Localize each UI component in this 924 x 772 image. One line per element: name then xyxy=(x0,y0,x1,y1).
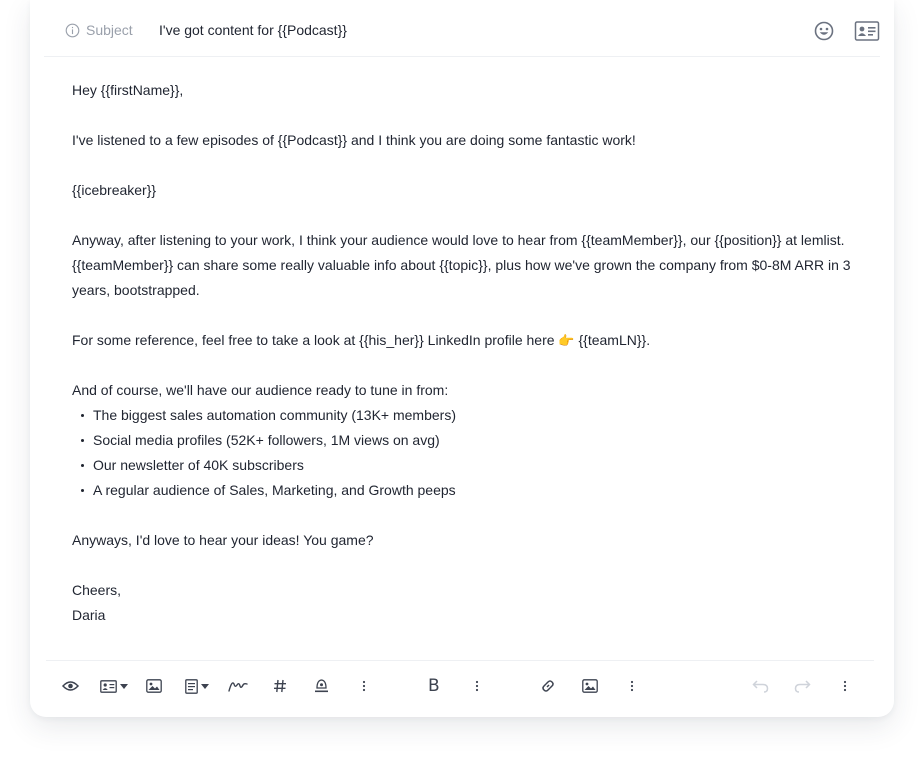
signature: Daria xyxy=(72,607,106,623)
subject-label xyxy=(65,22,133,38)
list-item: Social media profiles (52K+ followers, 1M views on avg) xyxy=(72,428,862,453)
emoji-icon[interactable] xyxy=(813,20,835,42)
insert-link-button[interactable] xyxy=(540,677,556,695)
image-icon xyxy=(146,679,162,693)
list-item: The biggest sales automation community (13K+ members) xyxy=(72,403,862,428)
more-insert-button[interactable] xyxy=(630,677,634,695)
signoff: Cheers, xyxy=(72,582,122,598)
info-icon xyxy=(65,23,80,38)
link-icon xyxy=(540,678,556,694)
more-icon xyxy=(630,680,634,692)
email-editor xyxy=(30,0,894,717)
hashtag-icon xyxy=(273,679,287,693)
more-icon xyxy=(843,680,847,692)
bullet-list xyxy=(72,403,862,503)
eye-icon xyxy=(62,680,79,692)
template-icon xyxy=(185,679,198,694)
redo-button[interactable] xyxy=(794,677,811,695)
template-button[interactable] xyxy=(185,677,209,695)
list-item: Our newsletter of 40K subscribers xyxy=(72,453,862,478)
email-body[interactable] xyxy=(72,78,862,628)
image-icon xyxy=(582,679,598,693)
icebreaker-variable: {{icebreaker}} xyxy=(72,182,157,198)
more-icon xyxy=(475,680,479,692)
subject-row xyxy=(44,0,880,57)
list-item: A regular audience of Sales, Marketing, and Growth peeps xyxy=(72,478,862,503)
insert-image-button[interactable] xyxy=(146,677,162,695)
paragraph: And of course, we'll have our audience ready to tune in from: xyxy=(72,382,449,398)
editor-toolbar xyxy=(46,660,874,711)
stamp-button[interactable] xyxy=(314,677,329,695)
chevron-down-icon xyxy=(201,684,209,689)
bold-button[interactable]: B xyxy=(428,676,440,696)
subject-label-text: Subject xyxy=(86,22,133,38)
undo-button[interactable] xyxy=(752,677,769,695)
redo-icon xyxy=(794,679,811,693)
paragraph xyxy=(72,328,862,353)
paragraph: Anyways, I'd love to hear your ideas! You game? xyxy=(72,532,374,548)
stamp-icon xyxy=(314,678,329,694)
text: For some reference, feel free to take a look at {{his_her}} LinkedIn profile here xyxy=(72,332,559,348)
hashtag-button[interactable] xyxy=(273,677,287,695)
chevron-down-icon xyxy=(120,684,128,689)
preview-button[interactable] xyxy=(62,677,79,695)
pointing-hand-emoji: 👉 xyxy=(558,333,575,348)
contact-card-icon[interactable] xyxy=(854,20,880,42)
signature-button[interactable] xyxy=(228,677,248,695)
insert-variable-button[interactable] xyxy=(100,677,128,695)
paragraph: I've listened to a few episodes of {{Podcast}} and I think you are doing some fantastic work! xyxy=(72,132,636,148)
more-formatting-button[interactable] xyxy=(475,677,479,695)
subject-input[interactable]: I've got content for {{Podcast}} xyxy=(159,22,347,38)
contact-card-icon xyxy=(100,680,117,693)
insert-image-button-2[interactable] xyxy=(582,677,598,695)
more-actions-button[interactable] xyxy=(843,677,847,695)
signature-icon xyxy=(228,679,248,693)
paragraph: Anyway, after listening to your work, I think your audience would love to hear from {{teamMember}}, our {{position}} at lemlist. {{teamMember}} can share some really valuable info about {{topic}}, plus how we've grown the company from $0-8M ARR in 3 years, bootstrapped. xyxy=(72,232,851,298)
undo-icon xyxy=(752,679,769,693)
more-icon xyxy=(362,680,366,692)
text: {{teamLN}}. xyxy=(574,332,651,348)
more-options-button[interactable] xyxy=(362,677,366,695)
greeting: Hey {{firstName}}, xyxy=(72,82,184,98)
